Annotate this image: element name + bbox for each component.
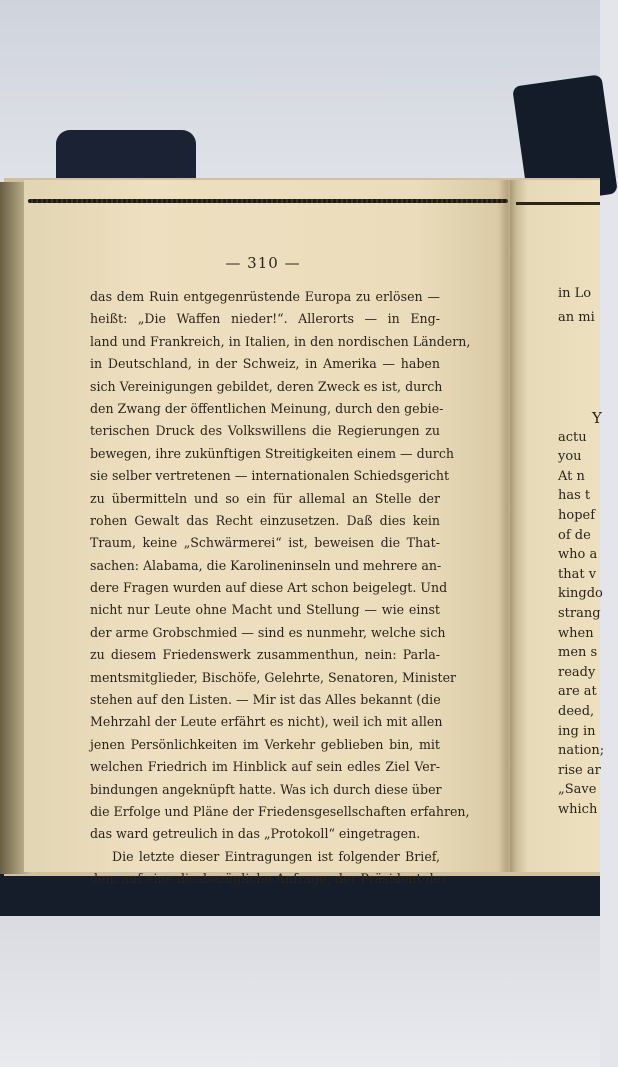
text-line: Traum, keine „Schwärmerei“ ist, beweisen die That- [90,535,440,551]
right-text-line: which [558,801,598,817]
book-gutter [498,180,516,872]
right-text-line: deed, [558,703,595,719]
text-line: heißt: „Die Waffen nieder!“. Allerorts — in Eng- [90,311,440,327]
text-line: jenen Persönlichkeiten im Verkehr geblieben bin, mit [90,736,440,752]
text-line: land und Frankreich, in Italien, in den nordischen Ländern, [90,333,471,349]
text-line: der arme Grobschmied — sind es nunmehr, welche sich [90,624,446,640]
right-text-line: men s [558,645,598,661]
text-line: in Deutschland, in der Schweiz, in Amerika — haben [90,356,440,372]
right-text-line: Y [592,409,602,427]
text-line: das dem Ruin entgegenrüstende Europa zu erlösen — [90,289,440,304]
right-text-line: has t [558,488,591,504]
right-text-line: when [558,625,594,641]
right-text-line: rise ar [558,762,601,778]
right-text-line: who a [558,547,598,563]
right-text-line: hopef [558,507,596,523]
right-text-line: you [558,449,582,465]
text-line: den Zwang der öffentlichen Meinung, durch den gebie- [90,400,444,416]
right-text-line: in Lo [558,286,592,301]
right-text-line: that v [558,566,597,582]
right-text-line: are at [558,684,597,700]
right-text-line: actu [558,429,587,445]
right-text-line: kingdo [558,586,603,602]
text-line: mentsmitglieder, Bischöfe, Gelehrte, Senatoren, Minister [90,669,457,685]
page-top-edge-right [516,202,600,205]
text-line: die Erfolge und Pläne der Friedensgesellschaften erfahren, [90,803,470,819]
text-line: zu übermitteln und so ein für allemal an Stelle der [90,490,440,506]
text-line: bewegen, ihre zukünftigen Streitigkeiten einem — durch [90,445,454,461]
table-surface [0,915,600,1067]
right-text-line: nation; [558,743,605,759]
page-number: — 310 — [225,254,301,272]
left-page-text [90,286,471,891]
text-line: den, auf eine diesbezügliche Anfrage, der Präsident der [90,871,448,887]
right-page-text [558,408,605,819]
text-line: zu diesem Friedenswerk zusammenthun, nein: Parla- [90,647,440,663]
text-line: Die letzte dieser Eintragungen ist folgender Brief, [112,848,440,864]
text-line: Mehrzahl der Leute erfährt es nicht), weil ich mit allen [90,714,443,730]
right-text-line: an mi [558,310,595,325]
text-line: sachen: Alabama, die Karolineninseln und mehrere an- [90,557,442,573]
text-line: welchen Friedrich im Hinblick auf sein edles Ziel Ver- [90,759,440,775]
text-line: das ward getreulich in das „Protokoll“ eingetragen. [90,826,421,842]
right-text-line: At n [558,468,585,484]
text-line: nicht nur Leute ohne Macht und Stellung — wie einst [90,602,440,618]
page-top-edge [28,199,508,203]
text-line: stehen auf den Listen. — Mir ist das Alles bekannt (die [90,692,441,708]
right-text-line: ing in [558,723,596,739]
text-line: sie selber vertretenen — internationalen Schiedsgericht [90,468,450,484]
text-line: terischen Druck des Volkswillens die Regierungen zu [90,423,440,439]
right-text-line: ready [558,664,596,680]
right-page-top-text [558,284,602,332]
text-line: rohen Gewalt das Recht einzusetzen. Daß dies kein [90,512,440,528]
text-line: bindungen angeknüpft hatte. Was ich durch diese über [90,781,442,797]
text-line: sich Vereinigungen gebildet, deren Zweck es ist, durch [90,378,443,394]
text-line: dere Fragen wurden auf diese Art schon beigelegt. Und [90,580,448,596]
right-text-line: „Save [558,782,597,798]
right-text-line: of de [558,527,591,543]
right-text-line: strang [558,605,601,621]
